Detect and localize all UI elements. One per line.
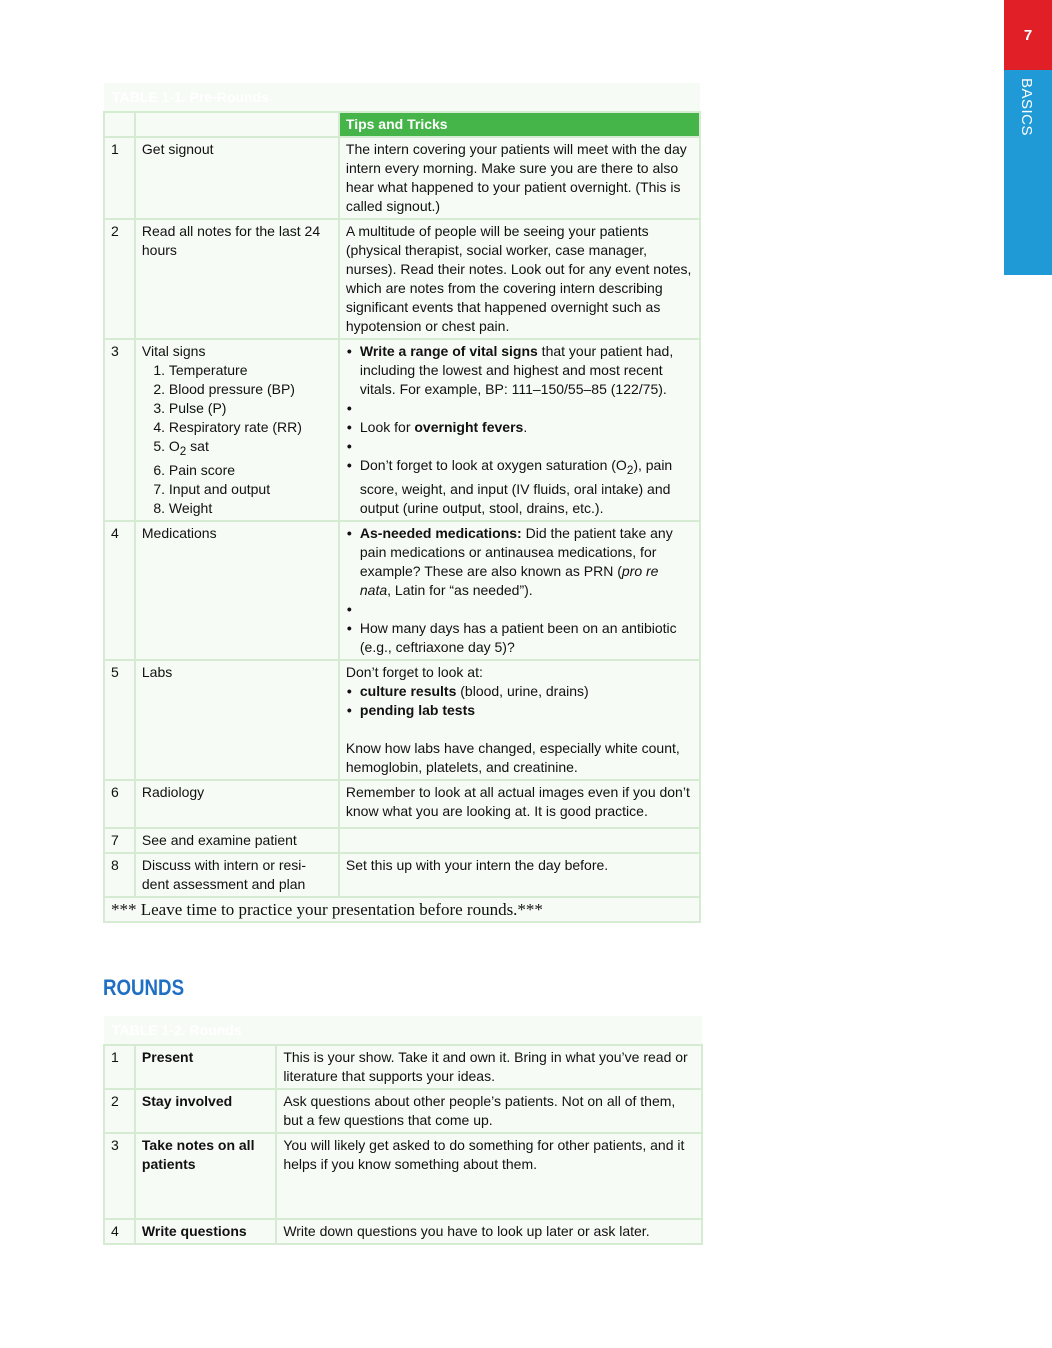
row-tip: A multitude of people will be seeing your patients (physical therapist, social worker, case manager, nurses). Read their notes. Look out for any event notes, which are notes from the covering intern describing significant events that happened overnight such as hypotension or chest pain. [339, 219, 700, 339]
row-number: 5 [104, 660, 135, 780]
tip-intro: Don’t forget to look at: [345, 663, 483, 680]
row-tip [339, 828, 700, 853]
section-label: BASICS [1018, 78, 1035, 137]
list-item [360, 342, 693, 399]
bold-phrase: culture results [359, 682, 457, 699]
row-number: 3 [104, 339, 135, 521]
page-edge-tabs [1004, 0, 1052, 275]
tip-bullets [346, 682, 693, 720]
row-task: Get signout [135, 137, 339, 219]
list-item: 7. Input and output [169, 480, 332, 499]
row-task: Stay involved [135, 1089, 276, 1133]
table-row [104, 828, 700, 853]
text: Don’t forget to look at oxygen saturation (O [359, 457, 627, 473]
section-tab [1004, 70, 1052, 275]
table-row [104, 780, 700, 828]
list-item: 6. Pain score [169, 461, 332, 480]
table-row [104, 1219, 702, 1244]
footnote: *** Leave time to practice your presentation before rounds.*** [104, 897, 700, 922]
tip-bullets [346, 342, 693, 518]
row-tip [339, 339, 700, 521]
row-tip: Set this up with your intern the day before. [339, 853, 700, 897]
list-item [360, 682, 693, 701]
subscript: 2 [626, 463, 634, 477]
header-blank [135, 112, 339, 137]
table-row [104, 137, 700, 219]
row-number: 1 [104, 1045, 135, 1089]
table-row [104, 853, 700, 897]
list-item [169, 437, 332, 461]
row-tip [339, 521, 700, 660]
table-pre-rounds [103, 83, 701, 923]
list-item: 4. Respiratory rate (RR) [169, 418, 332, 437]
list-item: 1. Temperature [169, 361, 332, 380]
text: Did the patient take any pain medications or antinausea medications, for example? These are also known as PRN ( [359, 524, 673, 579]
text: that your patient had, including the lowest and highest and most recent vitals. For example, BP: 111–150/55–85 (122/75). [359, 343, 674, 397]
list-item [360, 701, 693, 720]
bold-phrase: pending lab tests [359, 701, 476, 718]
table-row [104, 1045, 702, 1089]
row-tip [339, 660, 700, 780]
row-number: 7 [104, 828, 135, 853]
table-caption: TABLE 1-1. Pre-Rounds [104, 83, 700, 112]
tip-bullets [346, 524, 693, 657]
row-number: 4 [104, 1219, 135, 1244]
row-task: Labs [135, 660, 339, 780]
row-task: Present [135, 1045, 276, 1089]
table-row [104, 1133, 702, 1219]
list-item: 3. Pulse (P) [169, 399, 332, 418]
spacer [346, 720, 693, 739]
list-item: 2. Blood pressure (BP) [169, 380, 332, 399]
o2-subscript: 2 [179, 444, 187, 458]
o2-label: O [168, 438, 180, 454]
row-task [135, 339, 339, 521]
bold-phrase: Write a range of vital signs [359, 343, 538, 359]
table-row [104, 1089, 702, 1133]
row-tip: You will likely get asked to do something for other patients, and it helps if you know something about them. [276, 1133, 702, 1219]
row-tip: Remember to look at all actual images even if you don’t know what you are looking at. It is good practice. [339, 780, 700, 828]
spacer [360, 600, 693, 619]
row-number: 8 [104, 853, 135, 897]
row-number: 3 [104, 1133, 135, 1219]
tips-header: Tips and Tricks [339, 112, 700, 137]
bold-phrase: As-needed medications: [359, 524, 522, 541]
row-task: Write questions [135, 1219, 276, 1244]
header-blank [104, 112, 135, 137]
section-heading: ROUNDS [103, 975, 185, 1000]
spacer [360, 399, 693, 418]
row-tip: Write down questions you have to look up later or ask later. [276, 1219, 702, 1244]
table-row [104, 521, 700, 660]
page-number: 7 [1004, 0, 1052, 70]
row-number: 6 [104, 780, 135, 828]
row-task: See and examine patient [135, 828, 339, 853]
task-label: Vital signs [141, 343, 206, 359]
row-number: 2 [104, 219, 135, 339]
italic-phrase: pro re nata [359, 562, 659, 598]
bold-phrase: overnight fevers [414, 419, 524, 435]
text: (blood, urine, drains) [456, 682, 589, 699]
row-task: Read all notes for the last 24 hours [135, 219, 339, 339]
list-item: 8. Weight [169, 499, 332, 518]
tip-outro: Know how labs have changed, especially white count, hemoglobin, platelets, and creatinine. [345, 739, 680, 775]
table-row [104, 339, 700, 521]
table-rounds [103, 1016, 703, 1245]
row-task: Medications [135, 521, 339, 660]
text: ), pain score, weight, and input (IV fluids, oral intake) and output (urine output, stool, drains, etc.). [359, 457, 673, 516]
row-task: Discuss with intern or resi-dent assessment and plan [135, 853, 339, 897]
spacer [360, 437, 693, 456]
row-number: 4 [104, 521, 135, 660]
row-tip: The intern covering your patients will meet with the day intern every morning. Make sure you are there to also hear what happened to your patient overnight. (This is called signout.) [339, 137, 700, 219]
row-tip: Ask questions about other people’s patients. Not on all of them, but a few questions that come up. [276, 1089, 702, 1133]
row-number: 1 [104, 137, 135, 219]
row-task: Radiology [135, 780, 339, 828]
list-item [360, 456, 693, 518]
text: . [523, 419, 528, 435]
table-row [104, 219, 700, 339]
sat-label: sat [186, 438, 209, 454]
text: , Latin for “as needed”). [387, 581, 533, 598]
text: Look for [359, 419, 415, 435]
vital-signs-list [142, 361, 332, 518]
list-item [360, 524, 693, 600]
table-row [104, 660, 700, 780]
row-number: 2 [104, 1089, 135, 1133]
table-caption: TABLE 1-2. Rounds [104, 1016, 702, 1045]
list-item: • How many days has a patient been on an antibiotic (e.g., ceftriaxone day 5)? [360, 619, 693, 657]
row-task: Take notes on all patients [135, 1133, 276, 1219]
list-item [360, 418, 693, 437]
row-tip: This is your show. Take it and own it. Bring in what you’ve read or literature that supports your ideas. [276, 1045, 702, 1089]
